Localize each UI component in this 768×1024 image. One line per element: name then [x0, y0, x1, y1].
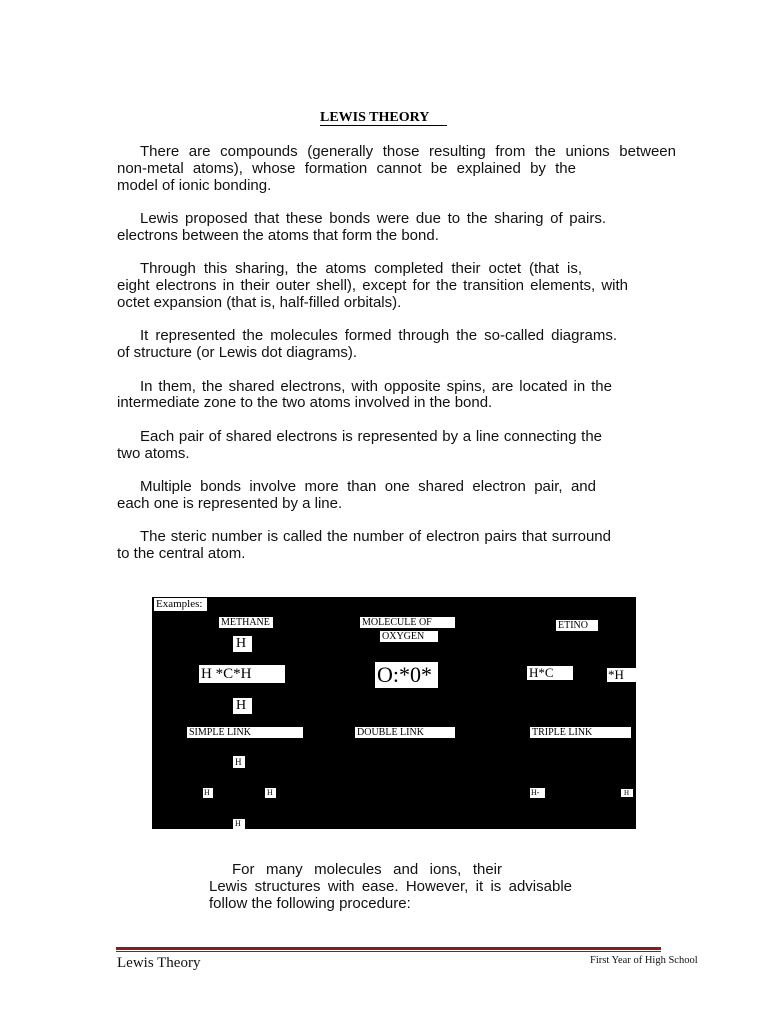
triple-link-left-atom: H- — [530, 788, 545, 798]
paragraph-line: electrons between the atoms that form the bond. — [117, 226, 439, 244]
paragraph-line: to the central atom. — [117, 545, 246, 562]
footer-rule — [116, 947, 661, 952]
paragraph-line: model of ionic bonding. — [117, 176, 272, 194]
paragraph-line: Each pair of shared electrons is represented by a line connecting the — [140, 427, 602, 445]
footer-course-label: First Year of High School — [590, 955, 698, 966]
paragraph-line: intermediate zone to the two atoms involved in the bond. — [117, 394, 493, 412]
examples-heading: Examples: — [154, 598, 207, 611]
oxygen-label-line1: MOLECULE OF — [360, 617, 455, 628]
paragraph — [117, 379, 682, 413]
paragraph — [117, 261, 682, 311]
paragraph-line: of structure (or Lewis dot diagrams). — [117, 344, 358, 361]
simple-link-top-atom: H — [233, 756, 245, 768]
paragraph-line: In them, the shared electrons, with opposite spins, are located in the — [140, 377, 612, 395]
page-title-text: LEWIS THEORY — [320, 110, 447, 126]
closing-line: follow the following procedure: — [209, 894, 411, 912]
etino-label: ETINO — [556, 620, 598, 631]
paragraph — [117, 529, 682, 563]
page-title — [320, 110, 447, 126]
simple-link-left-atom: H — [203, 788, 213, 798]
methane-formula: H *C*H — [199, 665, 285, 683]
etino-left-formula: H*C — [527, 666, 573, 680]
footer-document-title: Lewis Theory — [117, 955, 201, 971]
body-text — [117, 144, 682, 580]
closing-paragraph — [209, 862, 589, 912]
paragraph-line: Through this sharing, the atoms completed their octet (that is, — [140, 260, 582, 278]
paragraph-line: Multiple bonds involve more than one shared electron pair, and — [140, 478, 596, 495]
paragraph-line: The steric number is called the number of electron pairs that surround — [140, 528, 611, 546]
methane-bottom-atom: H — [233, 698, 252, 714]
simple-link-bottom-atom: H — [233, 819, 245, 829]
oxygen-label-line2: OXYGEN — [380, 631, 438, 642]
paragraph-line: Lewis proposed that these bonds were due to the sharing of pairs. — [140, 210, 606, 227]
simple-link-right-atom: H — [265, 788, 276, 798]
triple-link-right-atom: H — [621, 789, 633, 797]
paragraph-line: non-metal atoms), whose formation cannot be explained by the — [117, 159, 576, 177]
triple-link-label: TRIPLE LINK — [530, 727, 631, 738]
paragraph-line: each one is represented by a line. — [117, 494, 343, 512]
paragraph-line: two atoms. — [117, 444, 190, 462]
closing-line: For many molecules and ions, their — [232, 861, 502, 878]
paragraph-line: eight electrons in their outer shell), except for the transition elements, with — [117, 277, 628, 294]
paragraph — [117, 144, 682, 194]
closing-line: Lewis structures with ease. However, it is advisable — [209, 877, 572, 895]
paragraph — [117, 479, 682, 513]
paragraph-line: It represented the molecules formed through the so-called diagrams. — [140, 327, 617, 345]
paragraph — [117, 328, 682, 362]
methane-label: METHANE — [219, 617, 273, 628]
double-link-label: DOUBLE LINK — [355, 727, 455, 738]
paragraph-line: octet expansion (that is, half-filled orbitals). — [117, 293, 402, 311]
methane-top-atom: H — [233, 636, 252, 652]
oxygen-formula: O:*0* — [375, 662, 438, 688]
paragraph — [117, 429, 682, 463]
paragraph — [117, 211, 682, 245]
paragraph-line: There are compounds (generally those resulting from the unions between — [140, 143, 676, 160]
examples-figure — [152, 597, 636, 829]
etino-right-formula: *H — [607, 668, 636, 682]
simple-link-label: SIMPLE LINK — [187, 727, 303, 738]
